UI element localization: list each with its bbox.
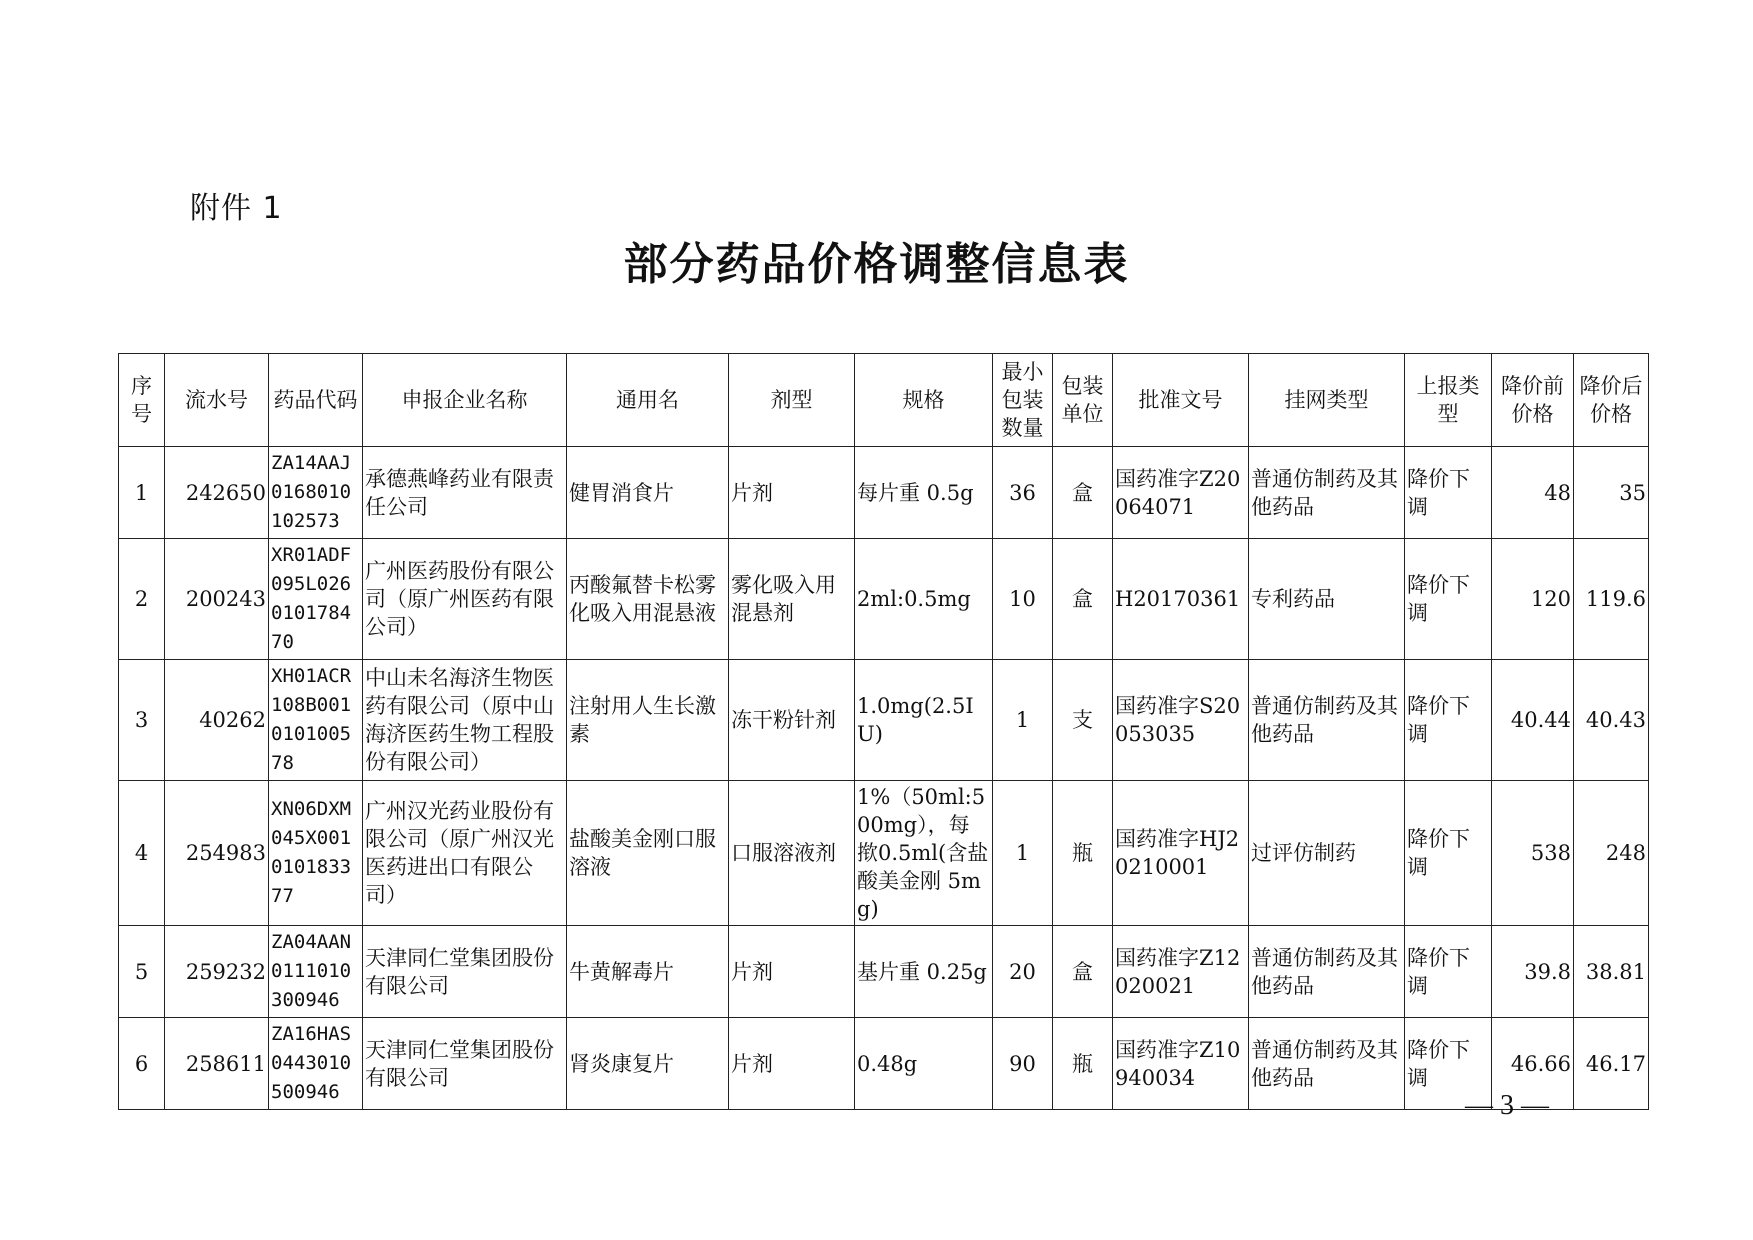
- cell-min-pack: 1: [993, 660, 1053, 781]
- cell-seq: 6: [119, 1018, 165, 1110]
- cell-company: 广州汉光药业股份有限公司（原广州汉光医药进出口有限公司）: [363, 781, 567, 926]
- cell-serial: 258611: [165, 1018, 269, 1110]
- cell-listing-type: 普通仿制药及其他药品: [1249, 447, 1405, 539]
- table-row: [119, 781, 1649, 926]
- price-adjustment-table: [118, 353, 1649, 1110]
- cell-report-type: 降价下调: [1405, 1018, 1492, 1110]
- header-approval: 批准文号: [1113, 354, 1249, 447]
- table-row: [119, 447, 1649, 539]
- cell-serial: 242650: [165, 447, 269, 539]
- cell-spec: 0.48g: [855, 1018, 993, 1110]
- attachment-label: 附件 1: [190, 191, 283, 226]
- cell-seq: 3: [119, 660, 165, 781]
- cell-code: ZA04AAN0111010300946: [269, 926, 363, 1018]
- cell-min-pack: 90: [993, 1018, 1053, 1110]
- header-listing-type: 挂网类型: [1249, 354, 1405, 447]
- cell-generic-name: 盐酸美金刚口服溶液: [567, 781, 729, 926]
- header-code: 药品代码: [269, 354, 363, 447]
- cell-spec: 1%（50ml:500mg），每揿0.5ml(含盐酸美金刚 5mg): [855, 781, 993, 926]
- cell-price-after: 38.81: [1574, 926, 1649, 1018]
- cell-code: XH01ACR108B001010100578: [269, 660, 363, 781]
- cell-serial: 254983: [165, 781, 269, 926]
- header-spec: 规格: [855, 354, 993, 447]
- cell-spec: 基片重 0.25g: [855, 926, 993, 1018]
- cell-min-pack: 20: [993, 926, 1053, 1018]
- header-generic-name: 通用名: [567, 354, 729, 447]
- page-number: — 3 —: [1465, 1090, 1549, 1121]
- cell-price-before: 120: [1492, 539, 1574, 660]
- cell-report-type: 降价下调: [1405, 926, 1492, 1018]
- table-row: [119, 926, 1649, 1018]
- cell-company: 天津同仁堂集团股份有限公司: [363, 1018, 567, 1110]
- cell-listing-type: 专利药品: [1249, 539, 1405, 660]
- cell-report-type: 降价下调: [1405, 447, 1492, 539]
- cell-unit: 盒: [1053, 447, 1113, 539]
- cell-company: 中山未名海济生物医药有限公司（原中山海济医药生物工程股份有限公司）: [363, 660, 567, 781]
- cell-min-pack: 36: [993, 447, 1053, 539]
- cell-spec: 2ml:0.5mg: [855, 539, 993, 660]
- cell-listing-type: 普通仿制药及其他药品: [1249, 1018, 1405, 1110]
- cell-serial: 200243: [165, 539, 269, 660]
- cell-seq: 4: [119, 781, 165, 926]
- header-serial: 流水号: [165, 354, 269, 447]
- cell-unit: 瓶: [1053, 1018, 1113, 1110]
- cell-price-before: 538: [1492, 781, 1574, 926]
- cell-generic-name: 丙酸氟替卡松雾化吸入用混悬液: [567, 539, 729, 660]
- header-seq: 序号: [119, 354, 165, 447]
- cell-price-after: 119.6: [1574, 539, 1649, 660]
- cell-unit: 支: [1053, 660, 1113, 781]
- cell-price-after: 40.43: [1574, 660, 1649, 781]
- cell-listing-type: 普通仿制药及其他药品: [1249, 926, 1405, 1018]
- cell-dosage-form: 口服溶液剂: [729, 781, 855, 926]
- cell-company: 广州医药股份有限公司（原广州医药有限公司）: [363, 539, 567, 660]
- cell-approval: 国药准字Z20064071: [1113, 447, 1249, 539]
- cell-spec: 每片重 0.5g: [855, 447, 993, 539]
- table-row: [119, 1018, 1649, 1110]
- cell-dosage-form: 雾化吸入用混悬剂: [729, 539, 855, 660]
- cell-spec: 1.0mg(2.5IU): [855, 660, 993, 781]
- cell-listing-type: 过评仿制药: [1249, 781, 1405, 926]
- cell-unit: 盒: [1053, 926, 1113, 1018]
- cell-report-type: 降价下调: [1405, 539, 1492, 660]
- cell-price-after: 46.17: [1574, 1018, 1649, 1110]
- cell-code: ZA14AAJ0168010102573: [269, 447, 363, 539]
- cell-code: ZA16HAS0443010500946: [269, 1018, 363, 1110]
- header-price-before: 降价前价格: [1492, 354, 1574, 447]
- header-company: 申报企业名称: [363, 354, 567, 447]
- cell-price-after: 248: [1574, 781, 1649, 926]
- cell-dosage-form: 片剂: [729, 926, 855, 1018]
- cell-generic-name: 肾炎康复片: [567, 1018, 729, 1110]
- cell-report-type: 降价下调: [1405, 781, 1492, 926]
- cell-seq: 1: [119, 447, 165, 539]
- cell-code: XR01ADF095L026010178470: [269, 539, 363, 660]
- table-row: [119, 660, 1649, 781]
- cell-seq: 5: [119, 926, 165, 1018]
- header-unit: 包装单位: [1053, 354, 1113, 447]
- cell-approval: 国药准字HJ20210001: [1113, 781, 1249, 926]
- cell-dosage-form: 片剂: [729, 447, 855, 539]
- cell-generic-name: 注射用人生长激素: [567, 660, 729, 781]
- cell-approval: 国药准字Z10940034: [1113, 1018, 1249, 1110]
- cell-approval: H20170361: [1113, 539, 1249, 660]
- cell-company: 天津同仁堂集团股份有限公司: [363, 926, 567, 1018]
- cell-approval: 国药准字S20053035: [1113, 660, 1249, 781]
- cell-price-after: 35: [1574, 447, 1649, 539]
- cell-price-before: 39.8: [1492, 926, 1574, 1018]
- table-row: [119, 539, 1649, 660]
- cell-unit: 瓶: [1053, 781, 1113, 926]
- document-title: 部分药品价格调整信息表: [623, 239, 1130, 290]
- header-report-type: 上报类型: [1405, 354, 1492, 447]
- table-header-row: [119, 354, 1649, 447]
- cell-approval: 国药准字Z12020021: [1113, 926, 1249, 1018]
- cell-price-before: 40.44: [1492, 660, 1574, 781]
- header-dosage-form: 剂型: [729, 354, 855, 447]
- cell-unit: 盒: [1053, 539, 1113, 660]
- cell-dosage-form: 冻干粉针剂: [729, 660, 855, 781]
- cell-serial: 40262: [165, 660, 269, 781]
- cell-listing-type: 普通仿制药及其他药品: [1249, 660, 1405, 781]
- cell-code: XN06DXM045X001010183377: [269, 781, 363, 926]
- header-price-after: 降价后价格: [1574, 354, 1649, 447]
- cell-dosage-form: 片剂: [729, 1018, 855, 1110]
- header-min-pack: 最小包装数量: [993, 354, 1053, 447]
- cell-price-before: 46.66: [1492, 1018, 1574, 1110]
- cell-serial: 259232: [165, 926, 269, 1018]
- cell-seq: 2: [119, 539, 165, 660]
- cell-min-pack: 1: [993, 781, 1053, 926]
- cell-report-type: 降价下调: [1405, 660, 1492, 781]
- cell-price-before: 48: [1492, 447, 1574, 539]
- cell-generic-name: 牛黄解毒片: [567, 926, 729, 1018]
- cell-generic-name: 健胃消食片: [567, 447, 729, 539]
- cell-company: 承德燕峰药业有限责任公司: [363, 447, 567, 539]
- cell-min-pack: 10: [993, 539, 1053, 660]
